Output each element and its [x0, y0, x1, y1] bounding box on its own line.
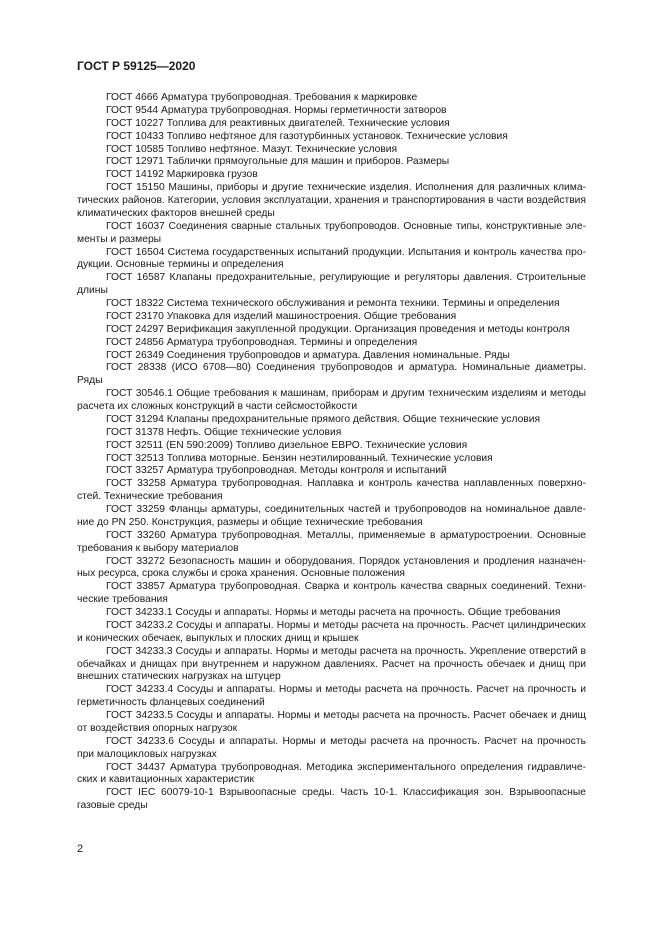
reference-item: ГОСТ 34233.2 Сосуды и аппараты. Нормы и методы расчета на прочность. Расчет цилиндрических и конических обечаек, выпуклых и плоских днищ и крышек	[77, 619, 586, 644]
reference-item: ГОСТ 32513 Топлива моторные. Бензин неэтилированный. Технические условия	[106, 452, 493, 464]
reference-item: ГОСТ 34233.4 Сосуды и аппараты. Нормы и методы расчета на прочность. Расчет на прочность и герметичность фланцевых соединений	[77, 684, 586, 709]
reference-item: ГОСТ 31294 Клапаны предохранительные прямого действия. Общие технические условия	[106, 413, 541, 425]
reference-item: ГОСТ 16037 Соединения сварные стальных трубопроводов. Основные типы, конструктивные элементы и размеры	[77, 220, 586, 245]
reference-item: ГОСТ 12971 Таблички прямоугольные для машин и приборов. Размеры	[106, 156, 450, 168]
reference-item: ГОСТ 34233.1 Сосуды и аппараты. Нормы и методы расчета на прочность. Общие требования	[106, 607, 561, 618]
reference-item: ГОСТ 31378 Нефть. Общие технические условия	[106, 426, 342, 438]
reference-item: ГОСТ 23170 Упаковка для изделий машиностроения. Общие требования	[106, 310, 457, 322]
reference-item: ГОСТ 33257 Арматура трубопроводная. Методы контроля и испытаний	[106, 465, 447, 477]
reference-item: ГОСТ 30546.1 Общие требования к машинам, приборам и другим техническим изделиям и методы расчета их сложных конструкций в части сейсмостойкости	[77, 388, 586, 412]
reference-item: ГОСТ 33259 Фланцы арматуры, соединительных частей и трубопроводов на номинальное давление до PN 250. Конструкция, размеры и общие технические требования	[77, 504, 586, 528]
normative-references-list	[77, 92, 586, 813]
reference-item: ГОСТ 34233.5 Сосуды и аппараты. Нормы и методы расчета на прочность. Расчет обечаек и днищ от воздействия опорных нагрузок	[77, 710, 586, 734]
reference-item: ГОСТ 14192 Маркировка грузов	[106, 169, 258, 181]
reference-item: ГОСТ 10227 Топлива для реактивных двигателей. Технические условия	[106, 117, 450, 129]
reference-item: ГОСТ 33258 Арматура трубопроводная. Наплавка и контроль качества наплавленных поверхностей. Технические требования	[77, 478, 586, 503]
reference-item: ГОСТ 10585 Топливо нефтяное. Мазут. Технические условия	[106, 143, 398, 155]
reference-item: ГОСТ 33272 Безопасность машин и оборудования. Порядок установления и продления назначенных ресурса, срока службы и срока хранения. Основные положения	[77, 555, 586, 580]
reference-item: ГОСТ 24297 Верификация закупленной продукции. Организация проведения и методы контроля	[106, 323, 570, 335]
reference-item: ГОСТ 9544 Арматура трубопроводная. Нормы герметичности затворов	[106, 104, 447, 116]
reference-item: ГОСТ 4666 Арматура трубопроводная. Требования к маркировке	[106, 92, 418, 103]
reference-item: ГОСТ 34233.6 Сосуды и аппараты. Нормы и методы расчета на прочность. Расчет на прочность при малоцикловых нагрузках	[77, 735, 586, 760]
reference-item: ГОСТ 33260 Арматура трубопроводная. Металлы, применяемые в арматуростроении. Основные требования к выбору материалов	[77, 529, 586, 554]
reference-item: ГОСТ 16504 Система государственных испытаний продукции. Испытания и контроль качества продукции. Основные термины и определения	[77, 246, 586, 271]
reference-item: ГОСТ 28338 (ИСО 6708—80) Соединения трубопроводов и арматура. Номинальные диаметры. Ряды	[77, 362, 586, 387]
reference-item: ГОСТ 26349 Соединения трубопроводов и арматура. Давления номинальные. Ряды	[106, 349, 510, 361]
reference-item: ГОСТ 33857 Арматура трубопроводная. Сварка и контроль качества сварных соединений. Технические требования	[77, 581, 586, 606]
reference-item: ГОСТ 34437 Арматура трубопроводная. Методика экспериментального определения гидравлических и кавитационных характеристик	[77, 761, 586, 786]
reference-item: ГОСТ IEC 60079-10-1 Взрывоопасные среды. Часть 10-1. Классификация зон. Взрывоопасные газовые среды	[77, 787, 586, 812]
reference-item: ГОСТ 10433 Топливо нефтяное для газотурбинных установок. Технические условия	[106, 130, 508, 142]
reference-item: ГОСТ 24856 Арматура трубопроводная. Термины и определения	[106, 336, 418, 348]
reference-item: ГОСТ 15150 Машины, приборы и другие технические изделия. Исполнения для различных климатических районов. Категории, условия эксплуатации, хранения и транспортирования в части воздействия климатических факторов внешней среды	[77, 182, 586, 219]
reference-item: ГОСТ 32511 (EN 590:2009) Топливо дизельное ЕВРО. Технические условия	[106, 439, 468, 451]
reference-item: ГОСТ 34233.3 Сосуды и аппараты. Нормы и методы расчета на прочность. Укрепление отверстий в обечайках и днищах при внутреннем и наружном давлениях. Расчет на прочность обечаек и днищ при внешних статических нагрузках на штуцер	[77, 645, 586, 683]
reference-item: ГОСТ 18322 Система технического обслуживания и ремонта техники. Термины и определения	[106, 298, 560, 309]
page-number: 2	[77, 843, 84, 855]
document-header: ГОСТ Р 59125—2020	[77, 59, 196, 73]
reference-item: ГОСТ 16587 Клапаны предохранительные, регулирующие и регуляторы давления. Строительные длины	[77, 272, 586, 297]
